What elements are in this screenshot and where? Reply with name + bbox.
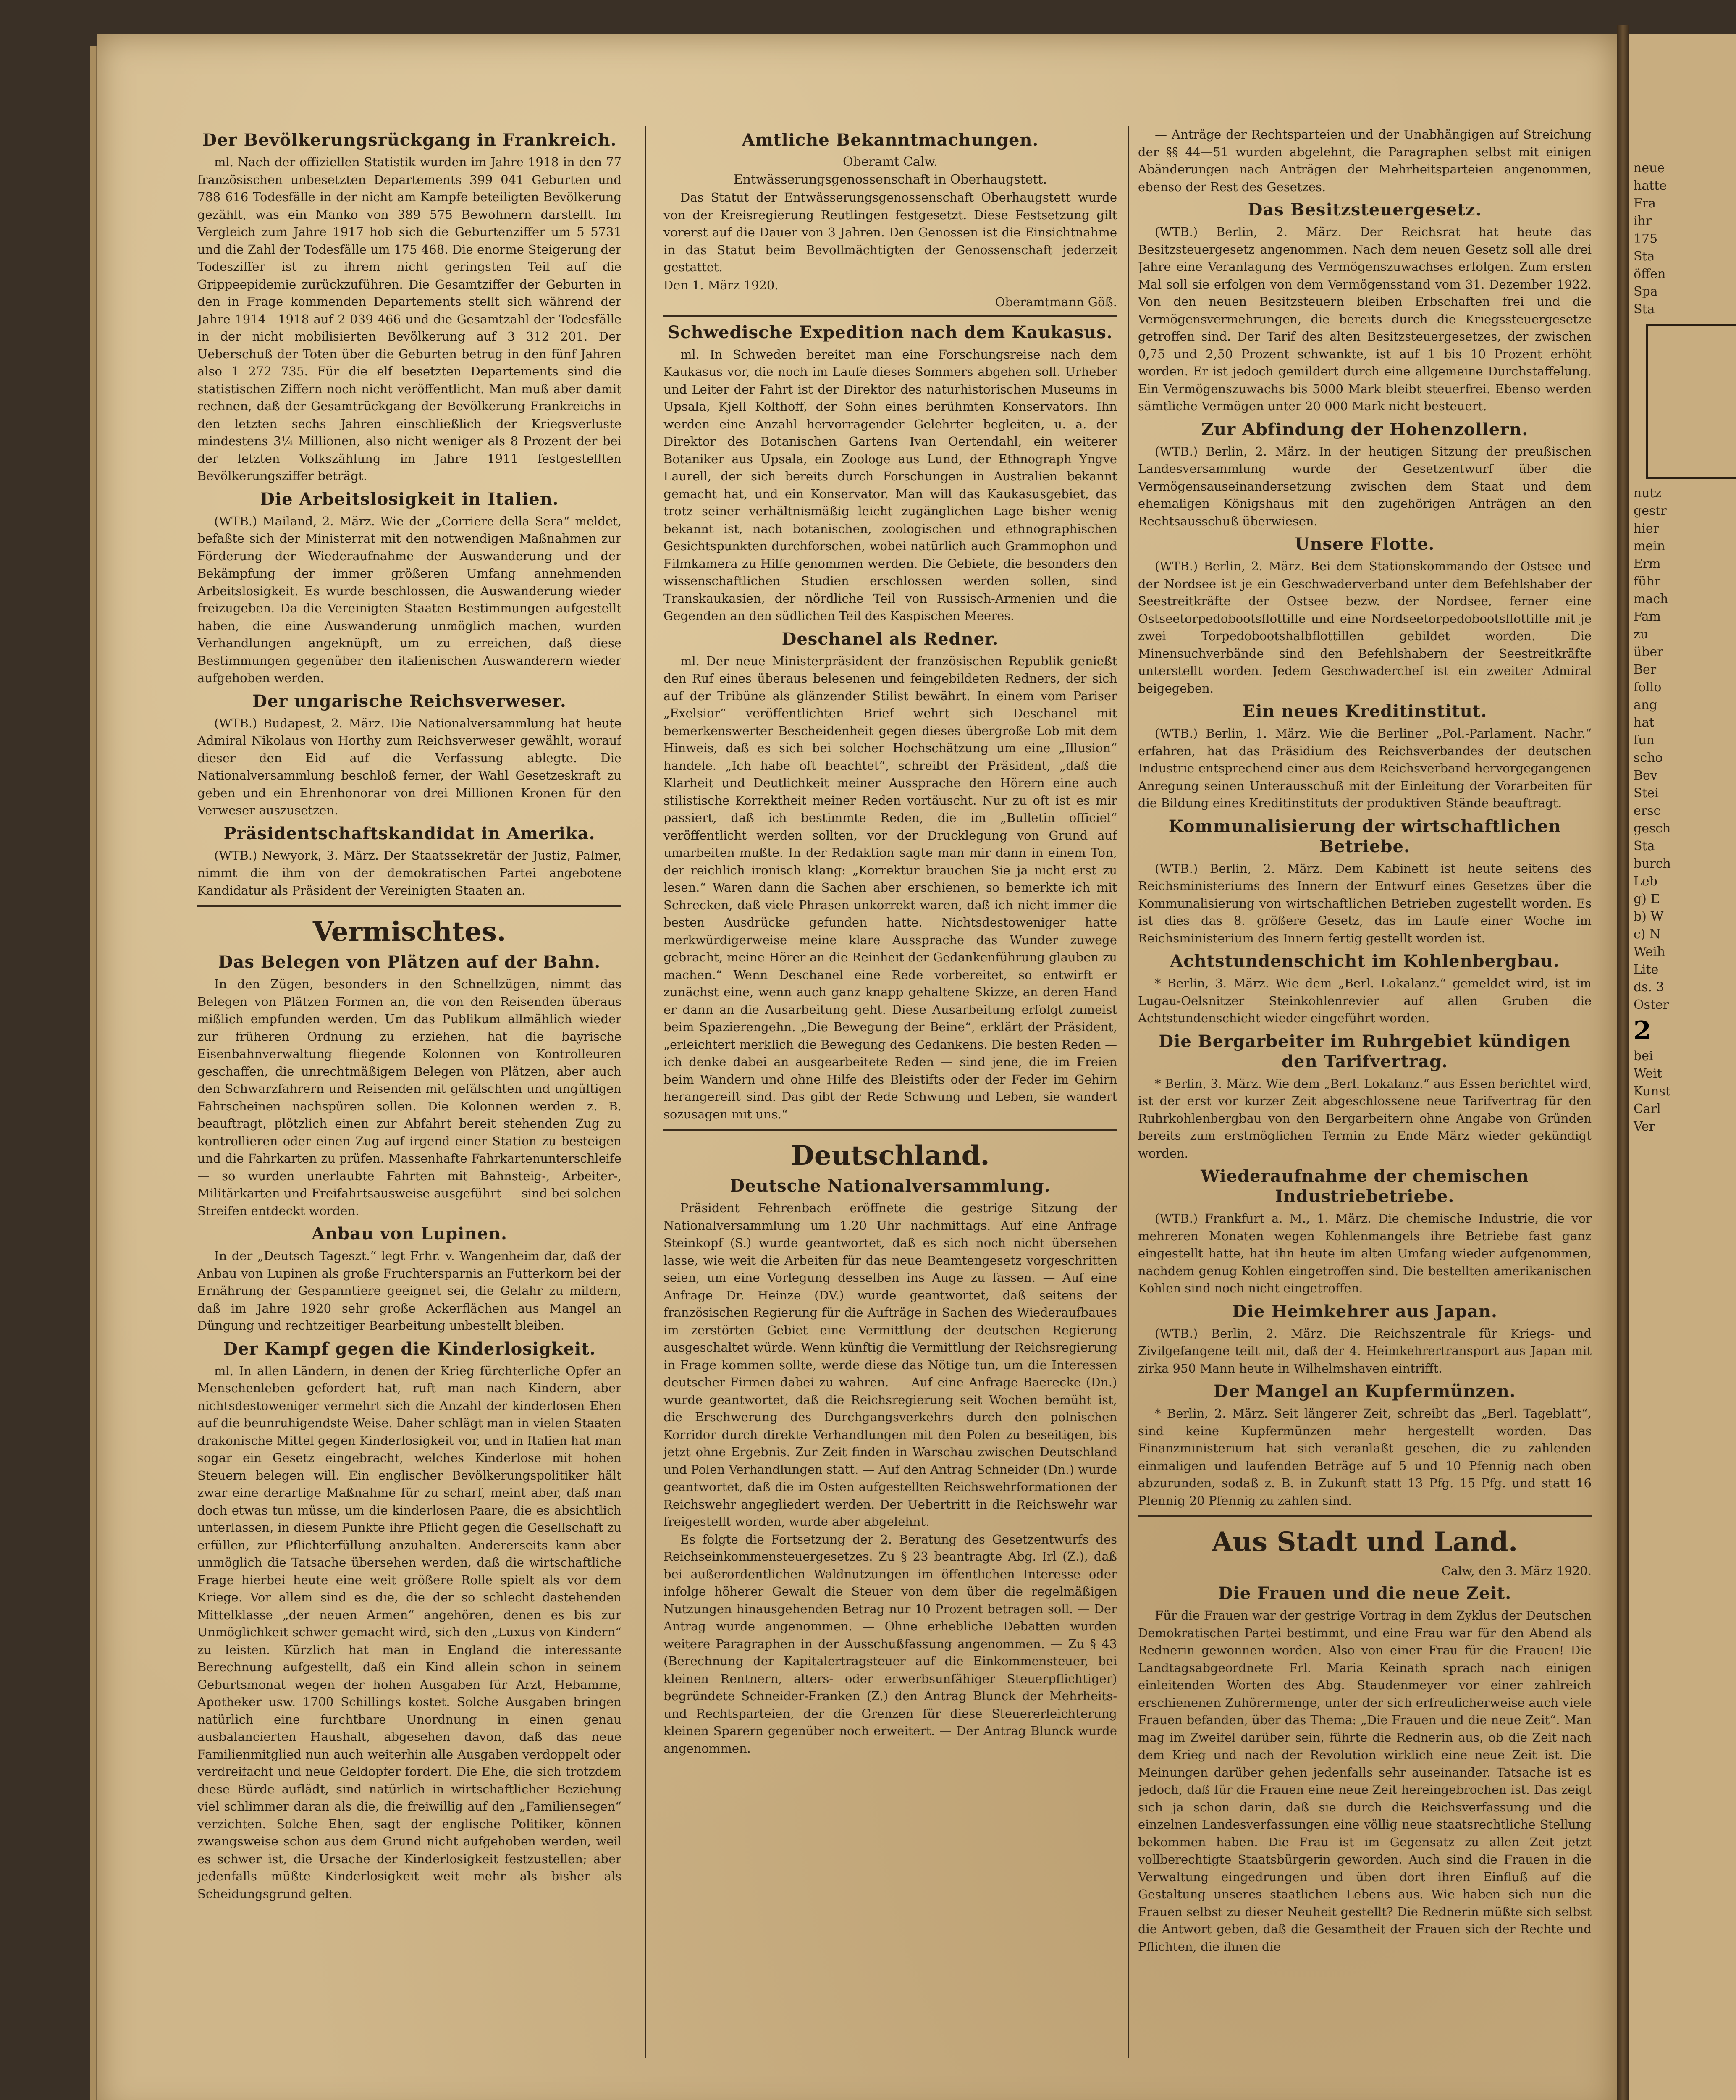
- notice-date: Den 1. März 1920.: [663, 278, 779, 292]
- facing-page-line: zu: [1634, 627, 1649, 642]
- article-body: In den Zügen, besonders in den Schnellzügen, nimmt das Belegen von Plätzen Formen an, die von den Reisenden überaus mißlich empfunden werden. Um das Publikum allmählich wieder zur früheren Ordnung zu erziehen, hat die bayrische Eisenbahnverwaltung fliegende Kolonnen von Kontrolleuren geschaffen, die unrechtmäßigem Belegen von Plätzen, aber auch den Schwarzfahrern und Reisenden mit gefälschten und ungültigen Fahrscheinen nachspüren sollen. Die Kolonnen werden z. B. beauftragt, plötzlich einen zur Abfahrt bereit stehenden Zug zu kontrollieren oder einen Zug auf irgend einer Station zu besteigen und die Fahrkarten zu prüfen. Massenhafte Fahrkartenunterschleife — so wurden unerlaubte Fahrten mit Bahnsteig-, Arbeiter-, Militärkarten und Freifahrtsausweise ausgeführt — sind bei solchen Streifen entdeckt worden.: [197, 977, 621, 1218]
- article-heading: Die Frauen und die neue Zeit.: [1218, 1583, 1512, 1603]
- facing-page-line: Stei: [1634, 786, 1659, 801]
- facing-page-fragment: [1629, 34, 1736, 2100]
- article-heading: Die Bergarbeiter im Ruhrgebiet kündigen den Tarifvertrag.: [1159, 1031, 1571, 1071]
- article-heading: Deutsche Nationalversammlung.: [730, 1176, 1051, 1196]
- section-heading: Aus Stadt und Land.: [1212, 1526, 1518, 1558]
- section-rule: [663, 315, 1117, 317]
- ornament-frame: [1646, 324, 1736, 479]
- facing-page-line: Sta: [1634, 249, 1655, 264]
- article-heading: Der Mangel an Kupfermünzen.: [1214, 1381, 1516, 1401]
- article-subheading: Entwässerungsgenossenschaft in Oberhaugstett.: [733, 172, 1047, 187]
- facing-page-line: Carl: [1634, 1102, 1661, 1116]
- article-heading: Zur Abfindung der Hohenzollern.: [1201, 419, 1529, 439]
- facing-page-line: nutz: [1634, 486, 1662, 501]
- facing-page-line: Kunst: [1634, 1084, 1670, 1099]
- column-3: [1138, 126, 1592, 2066]
- article-body: (WTB.) Berlin, 1. März. Wie die Berliner „Pol.-Parlament. Nachr.“ erfahren, hat das Präsidium des Reichsverbandes der deutschen Industrie entsprechend einer aus dem Reichsverband hervorgegangenen Anregung seinen Unterausschuß mit der Einleitung der Vorarbeiten für die Bildung eines Kreditinstituts der produktiven Stände beauftragt.: [1138, 726, 1592, 810]
- article-body: (WTB.) Berlin, 2. März. Bei dem Stationskommando der Ostsee und der Nordsee ist je ein Geschwaderverband unter dem Befehlshaber der Seestreitkräfte der Ostsee bezw. der Nordsee, ferner eine Ostseetorpedobootsflottille und eine Nordseetorpedobootsflottille mit je zwei Torpedobootshalbflottillen gebildet worden. Die Minensuchverbände sind den Befehlshabern der Seestreitkräfte unterstellt worden. Jedem Geschwaderchef ist ein zweiter Admiral beigegeben.: [1138, 559, 1592, 696]
- article-heading: Der Bevölkerungsrückgang in Frankreich.: [202, 130, 617, 150]
- article-body: * Berlin, 2. März. Seit längerer Zeit, schreibt das „Berl. Tageblatt“, sind keine Kupfermünzen mehr hergestellt worden. Das Finanzministerium hat sich veranlaßt gesehen, die zu zahlenden einmaligen und laufenden Beträge auf 5 und 10 Pfennig nach oben abzurunden, sodaß z. B. in Zukunft statt 13 Pfg. 15 Pfg. und statt 16 Pfennig 20 Pfennig zu zahlen sind.: [1138, 1406, 1592, 1508]
- facing-page-line: Erm: [1634, 556, 1661, 571]
- facing-page-line: Weih: [1634, 945, 1665, 959]
- facing-page-line: ds. 3: [1634, 980, 1664, 995]
- facing-page-line: Ver: [1634, 1119, 1655, 1134]
- article-heading: Die Heimkehrer aus Japan.: [1232, 1301, 1497, 1321]
- section-rule: [1138, 1515, 1592, 1517]
- article-heading: Das Besitzsteuergesetz.: [1248, 200, 1482, 220]
- article-heading: Unsere Flotte.: [1295, 534, 1435, 554]
- facing-page-line: hatte: [1634, 178, 1667, 193]
- article-body: * Berlin, 3. März. Wie dem „Berl. Lokalanz.“ aus Essen berichtet wird, ist der erst vor kurzer Zeit abgeschlossene neue Tarifvertrag für den Ruhrkohlenbergbau von den Bergarbeitern ohne Angabe von Gründen bereits zum erstmöglichen Termin zu Ende März wieder gekündigt worden.: [1138, 1076, 1592, 1160]
- facing-page-line: bei: [1634, 1049, 1653, 1063]
- facing-page-line: burch: [1634, 856, 1671, 871]
- facing-page-line: hier: [1634, 521, 1660, 536]
- facing-page-line: Weit: [1634, 1066, 1662, 1081]
- facing-page-line: follo: [1634, 680, 1662, 695]
- facing-page-line: neue: [1634, 161, 1665, 176]
- article-body: (WTB.) Budapest, 2. März. Die Nationalversammlung hat heute Admiral Nikolaus von Horthy zum Reichsverweser gewählt, worauf dieser den Eid auf die Verfassung ablegte. Die Nationalversammlung beschloß ferner, der Wahl Gesetzeskraft zu geben und ein Ehrenhonorar von drei Millionen Kronen für den Verweser auszusetzen.: [197, 716, 621, 817]
- facing-page-line: öffen: [1634, 267, 1666, 281]
- article-heading: Anbau von Lupinen.: [312, 1224, 507, 1244]
- article-body: (WTB.) Newyork, 3. März. Der Staatssekretär der Justiz, Palmer, nimmt die ihm von der demokratischen Partei angebotene Kandidatur als Präsident der Vereinigten Staaten an.: [197, 848, 621, 898]
- article-heading: Der Kampf gegen die Kinderlosigkeit.: [223, 1339, 596, 1359]
- article-heading: Deschanel als Redner.: [781, 629, 999, 649]
- facing-page-line: Fam: [1634, 609, 1661, 624]
- article-heading: Wiederaufnahme der chemischen Industriebetriebe.: [1201, 1166, 1529, 1206]
- article-body: (WTB.) Mailand, 2. März. Wie der „Corriere della Sera“ meldet, befaßte sich der Ministerrat mit den notwendigen Maßnahmen zur Förderung der Wiederaufnahme der Auswanderung und der Bekämpfung der immer größeren Umfang annehmenden Arbeitslosigkeit. Es wurde beschlossen, die Auswanderung wieder freizugeben. Da die Vereinigten Staaten Bestimmungen aufgestellt haben, die eine Auswanderung unmöglich machen, wurden Verhandlungen angeknüpft, um zu erreichen, daß diese Bestimmungen gegenüber den italienischen Auswanderern wieder aufgehoben werden.: [197, 514, 621, 685]
- column-2: [663, 126, 1117, 2066]
- section-rule: [197, 905, 621, 907]
- column-rule: [645, 126, 646, 2058]
- column-1: [197, 126, 621, 2066]
- facing-page-line: Lite: [1634, 962, 1659, 977]
- article-heading: Ein neues Kreditinstitut.: [1242, 701, 1487, 721]
- article-body: Das Statut der Entwässerungsgenossenschaft Oberhaugstett wurde von der Kreisregierung Reutlingen festgesetzt. Diese Festsetzung gilt vorerst auf die Dauer von 3 Jahren. Den Genossen ist die Einsichtnahme in das Statut beim Bevollmächtigten der Genossenschaft jederzeit gestattet.: [663, 190, 1117, 274]
- facing-page-line: 175: [1634, 231, 1658, 246]
- article-body: ml. In Schweden bereitet man eine Forschungsreise nach dem Kaukasus vor, die noch im Laufe dieses Sommers abgehen soll. Urheber und Leiter der Fahrt ist der Direktor des naturhistorischen Museums in Upsala, Kjell Kolthoff, der Sohn eines berühmten Konservators. Ihn werden eine Anzahl hervorragender Gelehrter begleiten, u. a. der Direktor des Botanischen Gartens Ivan Oertendahl, ein weiterer Botaniker aus Upsala, ein Zoologe aus Lund, der Ethnograph Yngve Laurell, der sich bereits durch Forschungen in Australien bekannt gemacht hat, und ein Konservator. Man will das Kaukasusgebiet, das trotz seiner verhältnismäßig leicht zugänglichen Lage bisher wenig bekannt ist, nach botanischen, zoologischen und ethnographischen Gesichtspunkten durchforschen, wobei natürlich auch Grammophon und Filmkamera zu Hilfe genommen werden. Die Gebiete, die besonders den wissenschaftlichen Studien erschlossen werden sollen, sind Transkaukasien, der nördliche Teil von Russisch-Armenien und die Gegenden an den südlichen Teil des Kaspischen Meeres.: [663, 347, 1117, 623]
- article-body: In der „Deutsch Tageszt.“ legt Frhr. v. Wangenheim dar, daß der Anbau von Lupinen als große Fruchtersparnis an Futterkorn bei der Ernährung der Gespanntiere geeignet sei, die Gefahr zu mildern, daß im Jahre 1920 sehr große Ackerflächen aus Mangel an Düngung und rechtzeitiger Bearbeitung unbestellt bleiben.: [197, 1249, 621, 1333]
- facing-page-line: Sta: [1634, 302, 1655, 317]
- notice-signature: Oberamtmann Göß.: [995, 294, 1117, 309]
- facing-page-text: [1629, 34, 1736, 1136]
- article-body: (WTB.) Berlin, 2. März. Der Reichsrat hat heute das Besitzsteuergesetz angenommen. Nach dem neuen Gesetz soll alle drei Jahre eine Veranlagung des Vermögenszuwachses erfolgen. Zum ersten Mal soll sie erfolgen von dem Vermögensstand vom 31. Dezember 1922. Von den neuen Besitzsteuern bleiben Erbschaften frei und die Vermögensvermehrungen, die bereits durch die Kriegssteuergesetze getroffen sind. Der Tarif des alten Besitzsteuergesetzes, der zwischen 0,75 und 2,50 Prozent schwankte, ist auf 1 bis 10 Prozent erhöht worden. Er ist jedoch gemildert durch eine allgemeine Durchstaffelung. Ein Vermögenszuwachs bis 5000 Mark bleibt steuerfrei. Ebenso werden sämtliche Vermögen unter 20 000 Mark nicht besteuert.: [1138, 225, 1592, 413]
- facing-page-line: über: [1634, 645, 1663, 659]
- dateline: Calw, den 3. März 1920.: [1441, 1564, 1592, 1578]
- article-heading: Schwedische Expedition nach dem Kaukasus.: [668, 322, 1113, 342]
- facing-page-line: hat: [1634, 715, 1655, 730]
- facing-page-line: gestr: [1634, 504, 1667, 518]
- article-body: ml. Nach der offiziellen Statistik wurden im Jahre 1918 in den 77 französischen unbesetzten Departements 399 041 Geburten und 788 616 Todesfälle in der nicht am Kampfe beteiligten Bevölkerung gezählt, was ein Manko von 389 575 Bewohnern darstellt. Im Vergleich zum Jahre 1917 hob sich die Geburtenziffer um 5 5731 und die Zahl der Todesfälle um 175 468. Die enorme Steigerung der Todesziffer ist zu ihrem nicht geringsten Teil auf die Grippeepidemie zurückzuführen. Die Gesamtziffer der Geburten in den in Frage kommenden Departements stellt sich während der Jahre 1914—1918 auf 2 039 466 und die Gesamtzahl der Todesfälle in der nicht mobilisierten Bevölkerung auf 3 312 201. Der Ueberschuß der Toten über die Geburten betrug in den fünf Jahren also 1 272 735. Für die elf besetzten Departements sind die statistischen Ziffern noch nicht veröffentlicht. Man muß aber damit rechnen, daß der Gesamtrückgang der Bevölkerung Frankreichs in den letzten sechs Jahren einschließlich der Kriegsverluste mindestens 3¼ Millionen, also nicht weniger als 8 Prozent der bei der letzten Volkszählung im Jahre 1911 festgestellten Bevölkerungsziffer beträgt.: [197, 155, 621, 483]
- section-heading: Vermischtes.: [312, 916, 506, 948]
- article-body: (WTB.) Berlin, 2. März. Die Reichszentrale für Kriegs- und Zivilgefangene teilt mit, daß der 4. Heimkehrertransport aus Japan mit zirka 950 Mann heute in Wilhelmshaven eintrifft.: [1138, 1326, 1592, 1376]
- facing-page-line: Leb: [1634, 874, 1657, 889]
- facing-page-line: Sta: [1634, 839, 1655, 853]
- facing-page-line: mach: [1634, 592, 1668, 606]
- article-body: ml. In allen Ländern, in denen der Krieg fürchterliche Opfer an Menschenleben gefordert hat, ruft man nach Kindern, aber nichtsdestoweniger vermehrt sich die Anzahl der kinderlosen Ehen auf die beunruhigendste Weise. Daher schlägt man in vielen Staaten drakonische Mittel gegen Kinderlosigkeit vor, und in Italien hat man sogar ein Gesetz eingebracht, welches Kinderlose mit hohen Steuern belegen will. Ein englischer Bevölkerungspolitiker hält zwar eine derartige Maßnahme für zu scharf, meint aber, daß man doch etwas tun müsse, um die kinderlosen Paare, die es absichtlich unterlassen, in diesem Punkte ihre Pflicht gegen die Gesellschaft zu erfüllen, zur Pflichterfüllung anzuhalten. Andererseits kann aber unmöglich die Tatsache übersehen werden, daß die wirtschaftliche Frage hierbei heute eine weit größere Rolle spielt als vor dem Kriege. Vor allem sind es die, die der so schlecht dastehenden Mittelklasse „der neuen Armen“ angehören, denen es bis zur Unmöglichkeit schwer gemacht wird, sich den „Luxus von Kindern“ zu leisten. Kürzlich hat man in England die interessante Berechnung aufgestellt, daß ein Kind allein schon in seinem Geburtsmonat wegen der hohen Ausgaben für Arzt, Hebamme, Apotheker usw. 1700 Schillings kostet. Solche Ausgaben bringen natürlich eine furchtbare Unordnung in einen genau ausbalancierten Haushalt, abgesehen davon, daß das neue Familienmitglied nun auch weiterhin alle Ausgaben verdoppelt oder verdreifacht und neue Geldopfer fordert. Die Ehe, die sich trotzdem diese Bürde auflädt, sind natürlich in wirtschaftlicher Beziehung viel schlimmer daran als die, die freiwillig auf den „Familiensegen“ verzichten. Solche Ehen, sagt der englische Politiker, können zwangsweise schon aus dem Grund nicht aufgehoben werden, weil es schwer ist, die Ursache der Kinderlosigkeit festzustellen; aber jedenfalls müßte Kinderlosigkeit weit mehr als bisher als Scheidungsgrund gelten.: [197, 1363, 621, 1901]
- facing-page-line: gesch: [1634, 821, 1671, 836]
- facing-page-line: 2: [1634, 1016, 1651, 1045]
- article-body: ml. Der neue Ministerpräsident der französischen Republik genießt den Ruf eines überaus belesenen und feingebildeten Redners, der sich auf der Tribüne als glänzender Stilist bewährt. In einem vom Pariser „Exelsior“ veröffentlichten Brief wehrt sich Deschanel mit bemerkenswerter Bescheidenheit gegen dieses übergroße Lob mit dem Hinweis, daß es sich bei solcher Hochschätzung um eine „Illusion“ handele. „Ich habe oft beachtet“, schreibt der Präsident, „daß die Klarheit und Deutlichkeit meiner Aussprache den Hörern eine auch stilistische Korrektheit meiner Reden vortäuscht. Nur zu oft ist es mir passiert, daß ich bestimmte Reden, die im „Bulletin officiel“ veröffentlicht werden sollten, vor der Drucklegung von Grund auf umarbeiten mußte. In der Redaktion sagte man mir dann in einem Ton, der reichlich ironisch klang: „Korrektur brauchen Sie ja nicht erst zu lesen.“ Waren dann die Sachen aber erschienen, so bemerkte ich mit Schrecken, daß viele Phrasen unkorrekt waren, daß ich nicht immer die besten Ausdrücke gefunden hatte. Nichtsdestoweniger hatte merkwürdigerweise meine klare Aussprache das Wunder zuwege gebracht, meine Hörer an die Reinheit der Gedankenführung glauben zu machen.“ Wenn Deschanel eine Rede vorbereitet, so entwirft er zunächst eine, wenn auch ganz knapp gehaltene Skizze, an deren Hand er dann an die Ausarbeitung geht. Diese Ausarbeitung erfolgt zumeist beim Spazierengehn. „Die Bewegung der Beine“, erklärt der Präsident, „erleichtert merklich die Bewegung des Gedankens. Die besten Reden — ich denke dabei an ausgearbeitete Reden — sind jene, die im Freien beim Wandern und ohne Hilfe des Bleistifts oder der Feder im Gehirn herangereift sind. Das gibt der Rede Schwung und Leben, sie wandert sozusagen mit uns.“: [663, 654, 1117, 1121]
- facing-page-line: mein: [1634, 539, 1665, 554]
- article-heading: Der ungarische Reichsverweser.: [252, 691, 566, 711]
- article-body: * Berlin, 3. März. Wie dem „Berl. Lokalanz.“ gemeldet wird, ist im Lugau-Oelsnitzer Steinkohlenrevier auf allen Gruben die Achtstundenschicht wieder eingeführt worden.: [1138, 976, 1592, 1025]
- article-heading: Die Arbeitslosigkeit in Italien.: [260, 489, 559, 509]
- facing-page-line: scho: [1634, 751, 1663, 765]
- article-body: (WTB.) Berlin, 2. März. Dem Kabinett ist heute seitens des Reichsministeriums des Innern der Entwurf eines Gesetzes über die Kommunalisierung von wirtschaftlichen Betrieben zugestellt worden. Es ist dies das 8. größere Gesetz, das im Laufe einer Woche im Reichsministerium des Innern fertig gestellt worden ist.: [1138, 861, 1592, 945]
- article-body: — Anträge der Rechtsparteien und der Unabhängigen auf Streichung der §§ 44—51 wurden abgelehnt, die Paragraphen selbst mit einigen Abänderungen nach Anträgen der Mehrheitsparteien angenommen, ebenso der Rest des Gesetzes.: [1138, 127, 1592, 194]
- facing-page-line: c) N: [1634, 927, 1661, 942]
- facing-page-line: Oster: [1634, 998, 1669, 1012]
- article-subheading: Oberamt Calw.: [843, 155, 938, 169]
- article-heading: Achtstundenschicht im Kohlenbergbau.: [1170, 951, 1560, 971]
- facing-page-line: Ber: [1634, 662, 1657, 677]
- article-body: Präsident Fehrenbach eröffnete die gestrige Sitzung der Nationalversammlung um 1.20 Uhr nachmittags. Auf eine Anfrage Steinkopf (S.) wurde geantwortet, daß es sich noch nicht übersehen lasse, wie weit die Arbeiten für das neue Beamtengesetz vorgeschritten seien, um eine Vorlegung desselben ins Auge zu fassen. — Auf eine Anfrage Dr. Heinze (DV.) wurde geantwortet, daß seitens der französischen Regierung für die Aufträge in Sachen des Wiederaufbaues im zerstörten Gebiet eine Vermittlung der deutschen Regierung ausgeschaltet würde. Wenn künftig die Vermittlung der Reichsregierung in Frage kommen sollte, werde diese das Nötige tun, um die Interessen deutscher Firmen dabei zu wahren. — Auf eine Anfrage Baerecke (Dn.) wurde geantwortet, daß die Reichsregierung seit Wochen bemüht ist, die Erschwerung des Durchgangsverkehrs durch den polnischen Korridor durch direkte Verhandlungen mit den Polen zu beseitigen, bis jetzt ohne Ergebnis. Zur Zeit finden in Warschau zwischen Deutschland und Polen Verhandlungen statt. — Auf den Antrag Schneider (Dn.) wurde geantwortet, daß die im Osten aufgestellten Reichswehrformationen der Reichswehr angegliedert werden. Der Uebertritt in die Reichswehr war freigestellt worden, wurde aber abgelehnt.: [663, 1201, 1117, 1529]
- facing-page-line: fun: [1634, 733, 1655, 748]
- article-body: Es folgte die Fortsetzung der 2. Beratung des Gesetzentwurfs des Reichseinkommensteuergesetzes. Zu § 23 beantragte Abg. Irl (Z.), daß bei außerordentlichen Waldnutzungen im öffentlichen Interesse oder infolge höherer Gewalt die Steuer von dem über die regelmäßigen Nutzungen hinausgehenden Betrag nur 10 Prozent betragen soll. — Der Antrag wurde angenommen. — Ohne erhebliche Debatten wurden weitere Paragraphen in der Ausschußfassung angenommen. — Zu § 43 (Berechnung der Kapitalertragsteuer auf die Einkommensteuer, bei kleinen Rentnern, alters- oder erwerbsunfähiger Steuerpflichtiger) begründete Schneider-Franken (Z.) den Antrag Blunck der Mehrheits- und Rechtsparteien, der die Grenzen für diese Steuererleichterung kleinen Sparern gegenüber noch erweitert. — Der Antrag Blunck wurde angenommen.: [663, 1532, 1117, 1756]
- section-heading: Deutschland.: [791, 1140, 990, 1171]
- article-heading: Das Belegen von Plätzen auf der Bahn.: [218, 952, 601, 972]
- article-heading: Präsidentschaftskandidat in Amerika.: [223, 823, 595, 843]
- facing-page-line: ersc: [1634, 803, 1661, 818]
- facing-page-line: b) W: [1634, 909, 1664, 924]
- facing-page-line: führ: [1634, 574, 1661, 589]
- facing-page-line: Spa: [1634, 284, 1658, 299]
- facing-page-line: Fra: [1634, 196, 1656, 211]
- article-heading: Kommunalisierung der wirtschaftlichen Betriebe.: [1168, 816, 1561, 856]
- article-body: Für die Frauen war der gestrige Vortrag in dem Zyklus der Deutschen Demokratischen Partei bestimmt, und eine Frau war für den Abend als Rednerin gewonnen worden. Also von einer Frau für die Frauen! Die Landtagsabgeordnete Frl. Maria Keinath sprach nach einigen einleitenden Worten des Abg. Staudenmeyer vor einer zahlreich erschienenen Zuhörermenge, unter der sich erfreulicherweise auch viele Frauen befanden, über das Thema: „Die Frauen und die neue Zeit“. Man mag im Zweifel darüber sein, führte die Rednerin aus, ob die Zeit nach dem Krieg und nach der Revolution wirklich eine neue Zeit ist. Die Meinungen darüber gehen jedenfalls sehr auseinander. Tatsache ist es jedoch, daß für die Frauen eine neue Zeit hereingebrochen ist. Das zeigt sich ja schon darin, daß sie durch die Reichsverfassung und die einzelnen Landesverfassungen eine völlig neue staatsrechtliche Stellung bekommen haben. Die Frau ist im Gegensatz zu allen Zeit jetzt vollberechtigte Staatsbürgerin geworden. Auch sind die Frauen in die Verwaltung eingedrungen und üben dort ihren Einfluß auf die Gestaltung unseres staatlichen Lebens aus. Wie haben sich nun die Frauen selbst zu dieser Neuheit gestellt? Die Rednerin müßte sich selbst die Antwort geben, daß die Gesamtheit der Frauen sich der Rechte und Pflichten, die ihnen die: [1138, 1608, 1592, 1954]
- facing-page-line: Bev: [1634, 768, 1657, 783]
- article-body: (WTB.) Berlin, 2. März. In der heutigen Sitzung der preußischen Landesversammlung wurde der Gesetzentwurf über die Vermögensauseinandersetzung zwischen dem Staat und dem ehemaligen Königshaus mit den zugehörigen Anträgen an den Rechtsausschuß überwiesen.: [1138, 444, 1592, 528]
- article-body: (WTB.) Frankfurt a. M., 1. März. Die chemische Industrie, die vor mehreren Monaten wegen Kohlenmangels ihre Betriebe fast ganz eingestellt hatte, hat ihn heute im alten Umfang wieder aufgenommen, nachdem genug Kohlen eingetroffen sind. Die bestellten amerikanischen Kohlen sind noch nicht eingetroffen.: [1138, 1211, 1592, 1295]
- facing-page-line: ang: [1634, 698, 1657, 712]
- column-rule: [1128, 126, 1129, 2058]
- facing-page-line: g) E: [1634, 892, 1660, 906]
- book-gutter: [1617, 25, 1629, 2100]
- section-rule: [663, 1129, 1117, 1131]
- article-heading: Amtliche Bekanntmachungen.: [742, 130, 1039, 150]
- facing-page-line: ihr: [1634, 214, 1652, 228]
